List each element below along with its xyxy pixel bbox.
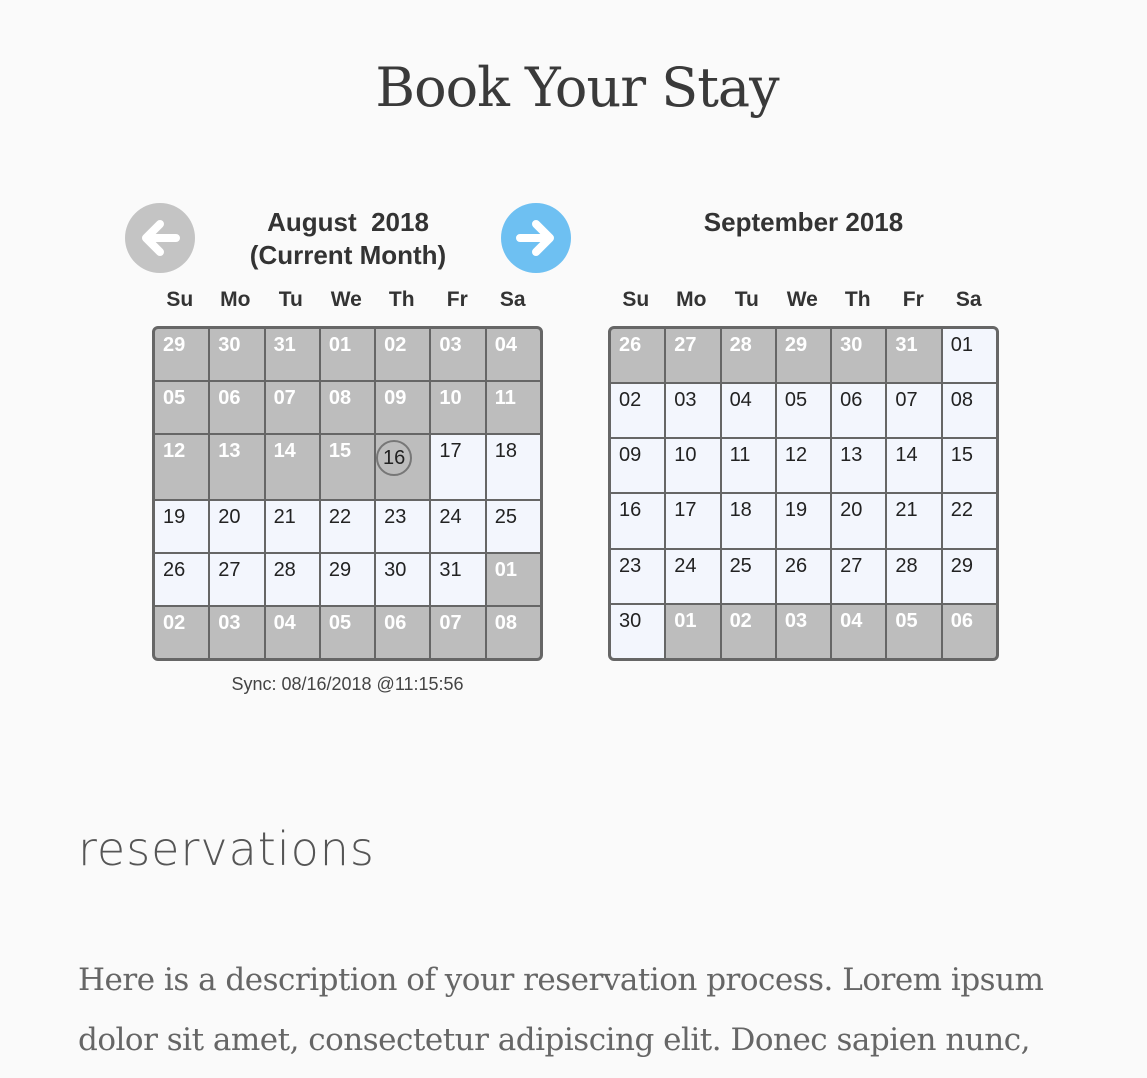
weekday-label: Su xyxy=(622,288,650,311)
prev-month-button[interactable] xyxy=(125,203,195,273)
day-number: 21 xyxy=(895,499,918,522)
day-cell-disabled xyxy=(431,607,484,658)
day-number: 05 xyxy=(163,387,186,409)
day-cell-disabled xyxy=(210,382,263,433)
day-cell-disabled xyxy=(666,329,719,382)
day-cell[interactable] xyxy=(887,494,940,547)
day-number: 31 xyxy=(895,334,918,356)
day-cell[interactable] xyxy=(832,494,885,547)
day-cell[interactable] xyxy=(266,554,319,605)
day-cell-disabled xyxy=(887,329,940,382)
day-number: 29 xyxy=(163,334,186,356)
day-cell[interactable] xyxy=(611,384,664,437)
day-number: 03 xyxy=(218,612,241,634)
day-number: 31 xyxy=(273,334,296,356)
day-number: 27 xyxy=(840,554,863,577)
day-number: 03 xyxy=(674,389,697,412)
day-number: 26 xyxy=(163,559,186,581)
day-cell-today[interactable] xyxy=(376,435,429,499)
weekday-label: Fr xyxy=(902,288,924,311)
day-cell-disabled xyxy=(210,607,263,658)
day-cell-disabled xyxy=(777,329,830,382)
day-number: 07 xyxy=(273,387,296,409)
day-cell[interactable] xyxy=(611,605,664,658)
day-cell-disabled xyxy=(155,329,208,380)
day-number: 23 xyxy=(619,554,642,577)
day-cell[interactable] xyxy=(832,550,885,603)
weekday-header xyxy=(152,288,541,312)
day-cell[interactable] xyxy=(321,554,374,605)
day-number: 05 xyxy=(784,389,808,412)
day-cell[interactable] xyxy=(722,439,775,492)
day-cell-disabled xyxy=(376,329,429,380)
day-cell[interactable] xyxy=(666,384,719,437)
current-month-label: (Current Month) xyxy=(249,240,447,270)
day-cell[interactable] xyxy=(376,501,429,552)
day-cell-disabled xyxy=(321,382,374,433)
day-cell-disabled xyxy=(266,382,319,433)
day-cell[interactable] xyxy=(722,550,775,603)
day-cell-disabled xyxy=(777,605,830,658)
day-number: 13 xyxy=(840,444,863,467)
day-cell-disabled xyxy=(266,329,319,380)
day-cell[interactable] xyxy=(666,439,719,492)
day-cell[interactable] xyxy=(210,501,263,552)
day-cell[interactable] xyxy=(887,439,940,492)
day-cell-disabled xyxy=(210,329,263,380)
day-cell-disabled xyxy=(210,435,263,499)
day-cell-disabled xyxy=(155,382,208,433)
day-cell[interactable] xyxy=(431,501,484,552)
description-text: Here is a description of your reservation process. Lorem ipsum dolor sit amet, consectetur adipiscing elit. Donec sapien nunc, xyxy=(78,962,1044,1058)
day-number: 01 xyxy=(328,334,352,356)
day-cell[interactable] xyxy=(887,384,940,437)
weekday-label: Su xyxy=(166,288,194,311)
day-number: 17 xyxy=(674,499,697,522)
day-cell[interactable] xyxy=(832,384,885,437)
day-number: 08 xyxy=(494,612,517,634)
day-cell-disabled xyxy=(487,382,540,433)
day-number: 07 xyxy=(895,389,918,412)
day-cell[interactable] xyxy=(777,439,830,492)
day-number: 24 xyxy=(674,554,697,577)
day-cell[interactable] xyxy=(943,494,996,547)
day-cell[interactable] xyxy=(832,439,885,492)
day-number: 12 xyxy=(784,444,808,467)
day-number: 11 xyxy=(494,387,516,409)
day-cell[interactable] xyxy=(321,501,374,552)
day-number: 01 xyxy=(674,609,697,632)
calendar-grid-september xyxy=(608,326,999,661)
day-number: 05 xyxy=(328,612,352,634)
day-number: 06 xyxy=(218,387,241,409)
day-cell-disabled xyxy=(611,329,664,382)
day-cell-disabled xyxy=(376,382,429,433)
day-number: 03 xyxy=(439,334,462,356)
day-cell-disabled xyxy=(155,607,208,658)
day-number: 07 xyxy=(439,612,462,634)
day-number: 04 xyxy=(273,612,296,634)
day-number: 26 xyxy=(619,334,642,356)
day-number: 16 xyxy=(619,499,642,522)
weekday-label: We xyxy=(786,288,818,311)
day-cell[interactable] xyxy=(666,550,719,603)
day-number: 15 xyxy=(950,444,973,467)
day-number: 17 xyxy=(439,440,462,462)
day-cell[interactable] xyxy=(611,494,664,547)
day-number: 01 xyxy=(950,334,973,356)
day-number: 19 xyxy=(784,499,808,522)
day-number: 25 xyxy=(729,554,752,577)
day-number: 02 xyxy=(729,609,752,632)
day-cell-disabled xyxy=(666,605,719,658)
arrow-right-icon xyxy=(512,214,560,262)
day-cell-disabled xyxy=(487,607,540,658)
day-cell-disabled xyxy=(321,329,374,380)
day-number: 09 xyxy=(619,444,642,467)
weekday-header xyxy=(608,288,997,312)
day-cell-disabled xyxy=(431,329,484,380)
day-cell[interactable] xyxy=(376,554,429,605)
day-number: 11 xyxy=(729,444,751,467)
day-cell[interactable] xyxy=(666,494,719,547)
day-number: 08 xyxy=(328,387,352,409)
day-number: 22 xyxy=(950,499,973,522)
day-cell[interactable] xyxy=(155,554,208,605)
day-cell[interactable] xyxy=(266,501,319,552)
day-cell-disabled xyxy=(321,435,374,499)
day-cell[interactable] xyxy=(887,550,940,603)
weekday-label: Tu xyxy=(278,288,303,311)
day-number: 09 xyxy=(384,387,407,409)
section-heading: reservations xyxy=(78,822,375,876)
day-number: 18 xyxy=(494,440,517,462)
day-number: 30 xyxy=(840,334,863,356)
weekday-label: Mo xyxy=(676,288,707,311)
day-number: 20 xyxy=(840,499,863,522)
day-number: 15 xyxy=(328,440,352,462)
day-cell-disabled xyxy=(832,605,885,658)
day-cell[interactable] xyxy=(431,435,484,499)
weekday-label: Tu xyxy=(734,288,759,311)
day-number: 26 xyxy=(784,554,808,577)
day-number: 06 xyxy=(950,609,973,632)
day-number: 13 xyxy=(218,440,241,462)
sync-status: Sync: 08/16/2018 @11:15:56 xyxy=(231,674,464,694)
day-number: 20 xyxy=(218,506,241,528)
day-number: 04 xyxy=(494,334,517,356)
day-number: 30 xyxy=(218,334,241,356)
day-cell-disabled xyxy=(943,605,996,658)
day-number: 01 xyxy=(494,559,517,581)
day-number: 30 xyxy=(384,559,407,581)
weekday-label: Sa xyxy=(955,288,982,311)
day-cell[interactable] xyxy=(431,554,484,605)
day-cell[interactable] xyxy=(722,384,775,437)
day-number: 16 xyxy=(376,440,412,476)
next-month-button[interactable] xyxy=(501,203,571,273)
day-cell[interactable] xyxy=(777,550,830,603)
day-number: 27 xyxy=(674,334,697,356)
day-number: 31 xyxy=(439,559,462,581)
month-label: September 2018 xyxy=(703,207,904,237)
day-cell-disabled xyxy=(722,605,775,658)
day-cell[interactable] xyxy=(210,554,263,605)
day-number: 27 xyxy=(218,559,241,581)
day-cell-disabled xyxy=(487,554,540,605)
day-number: 04 xyxy=(729,389,752,412)
day-cell[interactable] xyxy=(722,494,775,547)
day-cell[interactable] xyxy=(487,435,540,499)
day-number: 02 xyxy=(384,334,407,356)
weekday-label: Th xyxy=(388,288,415,311)
day-cell-disabled xyxy=(376,607,429,658)
day-number: 14 xyxy=(895,444,918,467)
weekday-label: We xyxy=(330,288,362,311)
day-cell[interactable] xyxy=(943,439,996,492)
calendar-grid-august xyxy=(152,326,543,661)
day-cell[interactable] xyxy=(777,494,830,547)
day-cell[interactable] xyxy=(777,384,830,437)
day-number: 02 xyxy=(163,612,186,634)
day-number: 24 xyxy=(439,506,462,528)
day-cell[interactable] xyxy=(155,501,208,552)
day-cell-disabled xyxy=(887,605,940,658)
arrow-left-icon xyxy=(136,214,184,262)
day-number: 25 xyxy=(494,506,517,528)
day-number: 22 xyxy=(328,506,352,528)
day-cell-disabled xyxy=(266,607,319,658)
day-number: 10 xyxy=(674,444,697,467)
calendar-header-august xyxy=(200,206,496,272)
day-number: 12 xyxy=(163,440,186,462)
day-number: 19 xyxy=(163,506,186,528)
day-number: 29 xyxy=(784,334,808,356)
day-number: 03 xyxy=(784,609,808,632)
day-cell[interactable] xyxy=(487,501,540,552)
day-number: 08 xyxy=(950,389,973,412)
weekday-label: Th xyxy=(844,288,871,311)
month-label: August 2018 xyxy=(267,207,429,237)
day-cell[interactable] xyxy=(943,550,996,603)
day-number: 28 xyxy=(895,554,918,577)
day-number: 30 xyxy=(619,609,642,632)
day-number: 18 xyxy=(729,499,752,522)
weekday-label: Fr xyxy=(446,288,468,311)
day-number: 28 xyxy=(729,334,752,356)
day-cell-disabled xyxy=(321,607,374,658)
weekday-label: Mo xyxy=(220,288,251,311)
day-number: 05 xyxy=(895,609,918,632)
day-number: 29 xyxy=(950,554,973,577)
day-cell-disabled xyxy=(832,329,885,382)
day-cell[interactable] xyxy=(611,550,664,603)
day-number: 10 xyxy=(439,387,462,409)
day-number: 06 xyxy=(384,612,407,634)
day-number: 06 xyxy=(840,389,863,412)
day-number: 04 xyxy=(840,609,863,632)
day-cell[interactable] xyxy=(943,329,996,382)
page-title: Book Your Stay xyxy=(375,56,779,119)
day-number: 28 xyxy=(273,559,296,581)
weekday-label: Sa xyxy=(499,288,526,311)
day-cell[interactable] xyxy=(943,384,996,437)
day-cell[interactable] xyxy=(611,439,664,492)
day-number: 21 xyxy=(273,506,296,528)
day-number: 23 xyxy=(384,506,407,528)
day-cell-disabled xyxy=(487,329,540,380)
day-cell-disabled xyxy=(266,435,319,499)
day-number: 29 xyxy=(328,559,352,581)
day-cell-disabled xyxy=(431,382,484,433)
day-number: 02 xyxy=(619,389,642,412)
day-cell-disabled xyxy=(722,329,775,382)
day-cell-disabled xyxy=(155,435,208,499)
day-number: 14 xyxy=(273,440,296,462)
